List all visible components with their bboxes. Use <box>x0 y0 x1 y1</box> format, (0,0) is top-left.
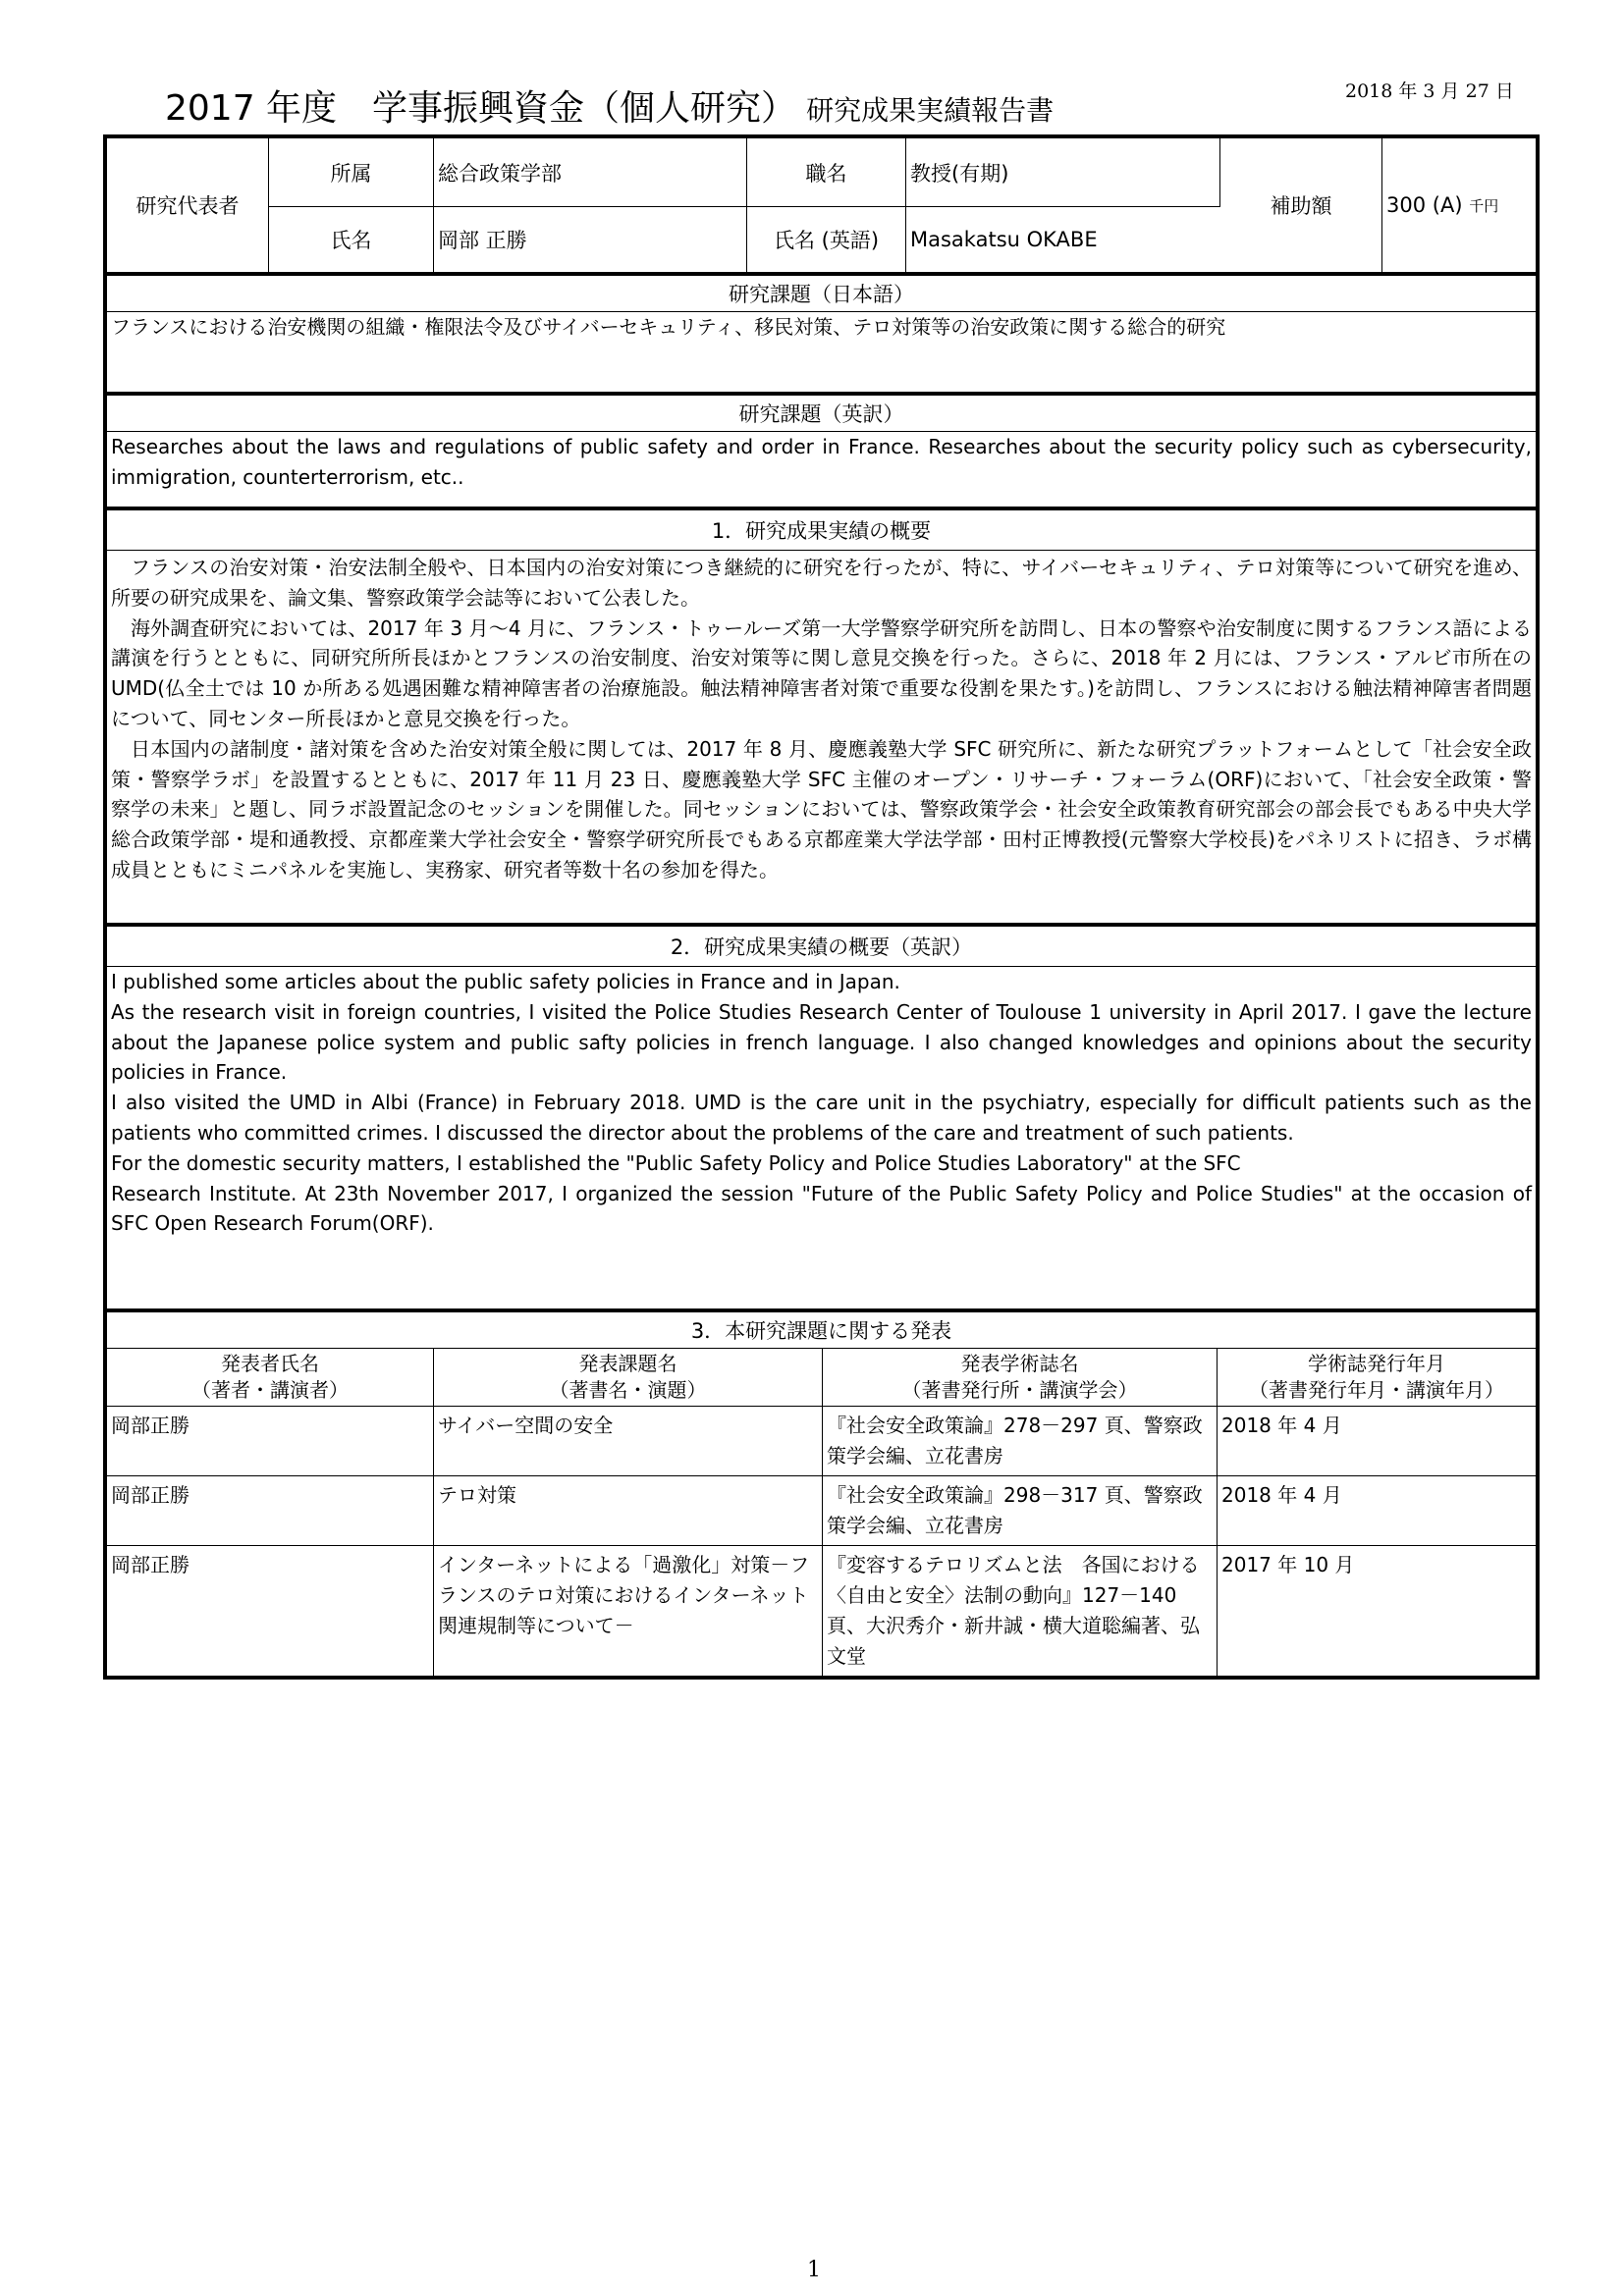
header-line: （著書発行年月・講演年月） <box>1249 1378 1504 1402</box>
row-title: インターネットによる「過激化」対策－フランスのテロ対策におけるインターネット関連規制等について－ <box>434 1546 823 1676</box>
summary-ja-heading: 1．研究成果実績の概要 <box>107 510 1536 551</box>
researcher-info <box>107 138 1536 276</box>
header-line: 学術誌発行年月 <box>1308 1352 1445 1375</box>
publications-heading: 3．本研究課題に関する発表 <box>107 1312 1536 1349</box>
name-label: 氏名 <box>269 207 434 272</box>
topic-ja-heading: 研究課題（日本語） <box>107 276 1536 312</box>
header-line: （著者・講演者） <box>191 1378 349 1402</box>
affiliation-label: 所属 <box>269 138 434 207</box>
header-line: （著書発行所・講演学会） <box>901 1378 1138 1402</box>
summary-ja-paragraph: フランスの治安対策・治安法制全般や、日本国内の治安対策につき継続的に研究を行ったが、特に、サイバーセキュリティ、テロ対策等について研究を進め、所要の研究成果を、論文集、警察政策学会誌等において公表した。 <box>111 556 1532 610</box>
position-label: 職名 <box>747 138 906 207</box>
title-sub: 研究成果実績報告書 <box>806 94 1055 127</box>
row-journal: 『社会安全政策論』298－317 頁、警察政策学会編、立花書房 <box>823 1476 1218 1546</box>
name-value: 岡部 正勝 <box>434 207 747 272</box>
position-value: 教授(有期) <box>906 138 1220 207</box>
summary-ja-body <box>107 551 1536 927</box>
summary-en-line: I published some articles about the public safety policies in France and in Japan. <box>111 970 900 993</box>
representative-label: 研究代表者 <box>107 138 269 272</box>
column-header-title <box>434 1349 823 1407</box>
column-header-date <box>1218 1349 1536 1407</box>
topic-ja-text: フランスにおける治安機関の組織・権限法令及びサイバーセキュリティ、移民対策、テロ対策等の治安政策に関する総合的研究 <box>107 312 1536 396</box>
header-line: （著書名・演題） <box>549 1378 707 1402</box>
name-en-label: 氏名 (英語) <box>747 207 906 272</box>
page-number: 1 <box>807 2258 821 2282</box>
document-title <box>165 80 1054 131</box>
summary-ja-paragraph: 日本国内の諸制度・諸対策を含めた治安対策全般に関しては、2017 年 8 月、慶應義塾大学 SFC 研究所に、新たな研究プラットフォームとして「社会安全政策・警察学ラボ」を設置するとともに、2017 年 11 月 23 日、慶應義塾大学 SFC 主催のオープン・リサーチ・フォーラム(ORF)において、「社会安全政策・警察学の未来」と題し、同ラボ設置記念のセッションを開催した。同セッションにおいては、警察政策学会・社会安全政策教育研究部会の部会長でもある中央大学総合政策学部・堤和通教授、京都産業大学社会安全・警察学研究所長でもある京都産業大学法学部・田村正博教授(元警察大学校長)をパネリストに招き、ラボ構成員とともにミニパネルを実施し、実務家、研究者等数十名の参加を得た。 <box>111 736 1532 881</box>
name-en-value: Masakatsu OKABE <box>910 228 1098 251</box>
row-date: 2018 年 4 月 <box>1218 1407 1536 1476</box>
affiliation-value: 総合政策学部 <box>434 138 747 207</box>
grant-label: 補助額 <box>1220 138 1382 272</box>
row-author: 岡部正勝 <box>107 1407 434 1476</box>
row-date: 2017 年 10 月 <box>1221 1553 1355 1576</box>
row-title: サイバー空間の安全 <box>434 1407 823 1476</box>
header-line: 発表者氏名 <box>221 1352 319 1375</box>
summary-en-body <box>107 967 1536 1312</box>
header-line: 発表課題名 <box>578 1352 677 1375</box>
header-line: 発表学術誌名 <box>960 1352 1079 1375</box>
summary-en-line: As the research visit in foreign countries, I visited the Police Studies Research Center of Toulouse 1 university in April 2017. I gave the lecture about the Japanese police system and public safty policies in french language. I also changed knowledges and opinions about the security policies in France. <box>111 999 1532 1085</box>
row-author: 岡部正勝 <box>107 1546 434 1676</box>
row-author: 岡部正勝 <box>107 1476 434 1546</box>
grant-amount: 300 (A) <box>1386 193 1463 217</box>
summary-en-line: Research Institute. At 23th November 2017, I organized the session "Future of the Public Safety Policy and Police Studies" at the occasion of SFC Open Research Forum(ORF). <box>111 1181 1532 1236</box>
row-title: テロ対策 <box>434 1476 823 1546</box>
report-form <box>103 134 1540 1680</box>
summary-en-line: For the domestic security matters, I established the "Public Safety Policy and Police Studies Laboratory" at the SFC <box>111 1150 1241 1175</box>
publications-table <box>107 1349 1536 1676</box>
row-journal: 『社会安全政策論』278－297 頁、警察政策学会編、立花書房 <box>823 1407 1218 1476</box>
summary-en-heading: 2．研究成果実績の概要（英訳） <box>107 927 1536 967</box>
title-main: 2017 年度 学事振興資金（個人研究） <box>165 88 797 129</box>
row-journal: 『変容するテロリズムと法 各国における〈自由と安全〉法制の動向』127－140 頁、大沢秀介・新井誠・横大道聡編著、弘文堂 <box>823 1546 1218 1676</box>
column-header-author <box>107 1349 434 1407</box>
column-header-journal <box>823 1349 1218 1407</box>
grant-value <box>1382 138 1536 272</box>
row-date: 2018 年 4 月 <box>1218 1476 1536 1546</box>
summary-ja-paragraph: 海外調査研究においては、2017 年 3 月～4 月に、フランス・トゥールーズ第一大学警察学研究所を訪問し、日本の警察や治安制度に関するフランス語による講演を行うとともに、同研究所所長ほかとフランスの治安制度、治安対策等に関し意見交換を行った。さらに、2018 年 2 月には、フランス・アルビ市所在の UMD(仏全土では 10 か所ある処遇困難な精神障害者の治療施設。触法精神障害者対策で重要な役割を果たす。)を訪問し、フランスにおける触法精神障害者問題について、同センター所長ほかと意見交換を行った。 <box>111 615 1532 730</box>
topic-en-text: Researches about the laws and regulations of public safety and order in France. Researches about the security policy such as cybersecurity, immigration, counterterrorism, etc.. <box>107 432 1536 510</box>
topic-en-heading: 研究課題（英訳） <box>107 396 1536 432</box>
summary-en-line: I also visited the UMD in Albi (France) in February 2018. UMD is the care unit in the psychiatry, especially for difficult patients such as the patients who committed crimes. I discussed the director about the problems of the care and treatment of such patients. <box>111 1091 1532 1145</box>
report-date: 2018 年 3 月 27 日 <box>1345 80 1514 102</box>
grant-unit: 千円 <box>1469 196 1499 215</box>
